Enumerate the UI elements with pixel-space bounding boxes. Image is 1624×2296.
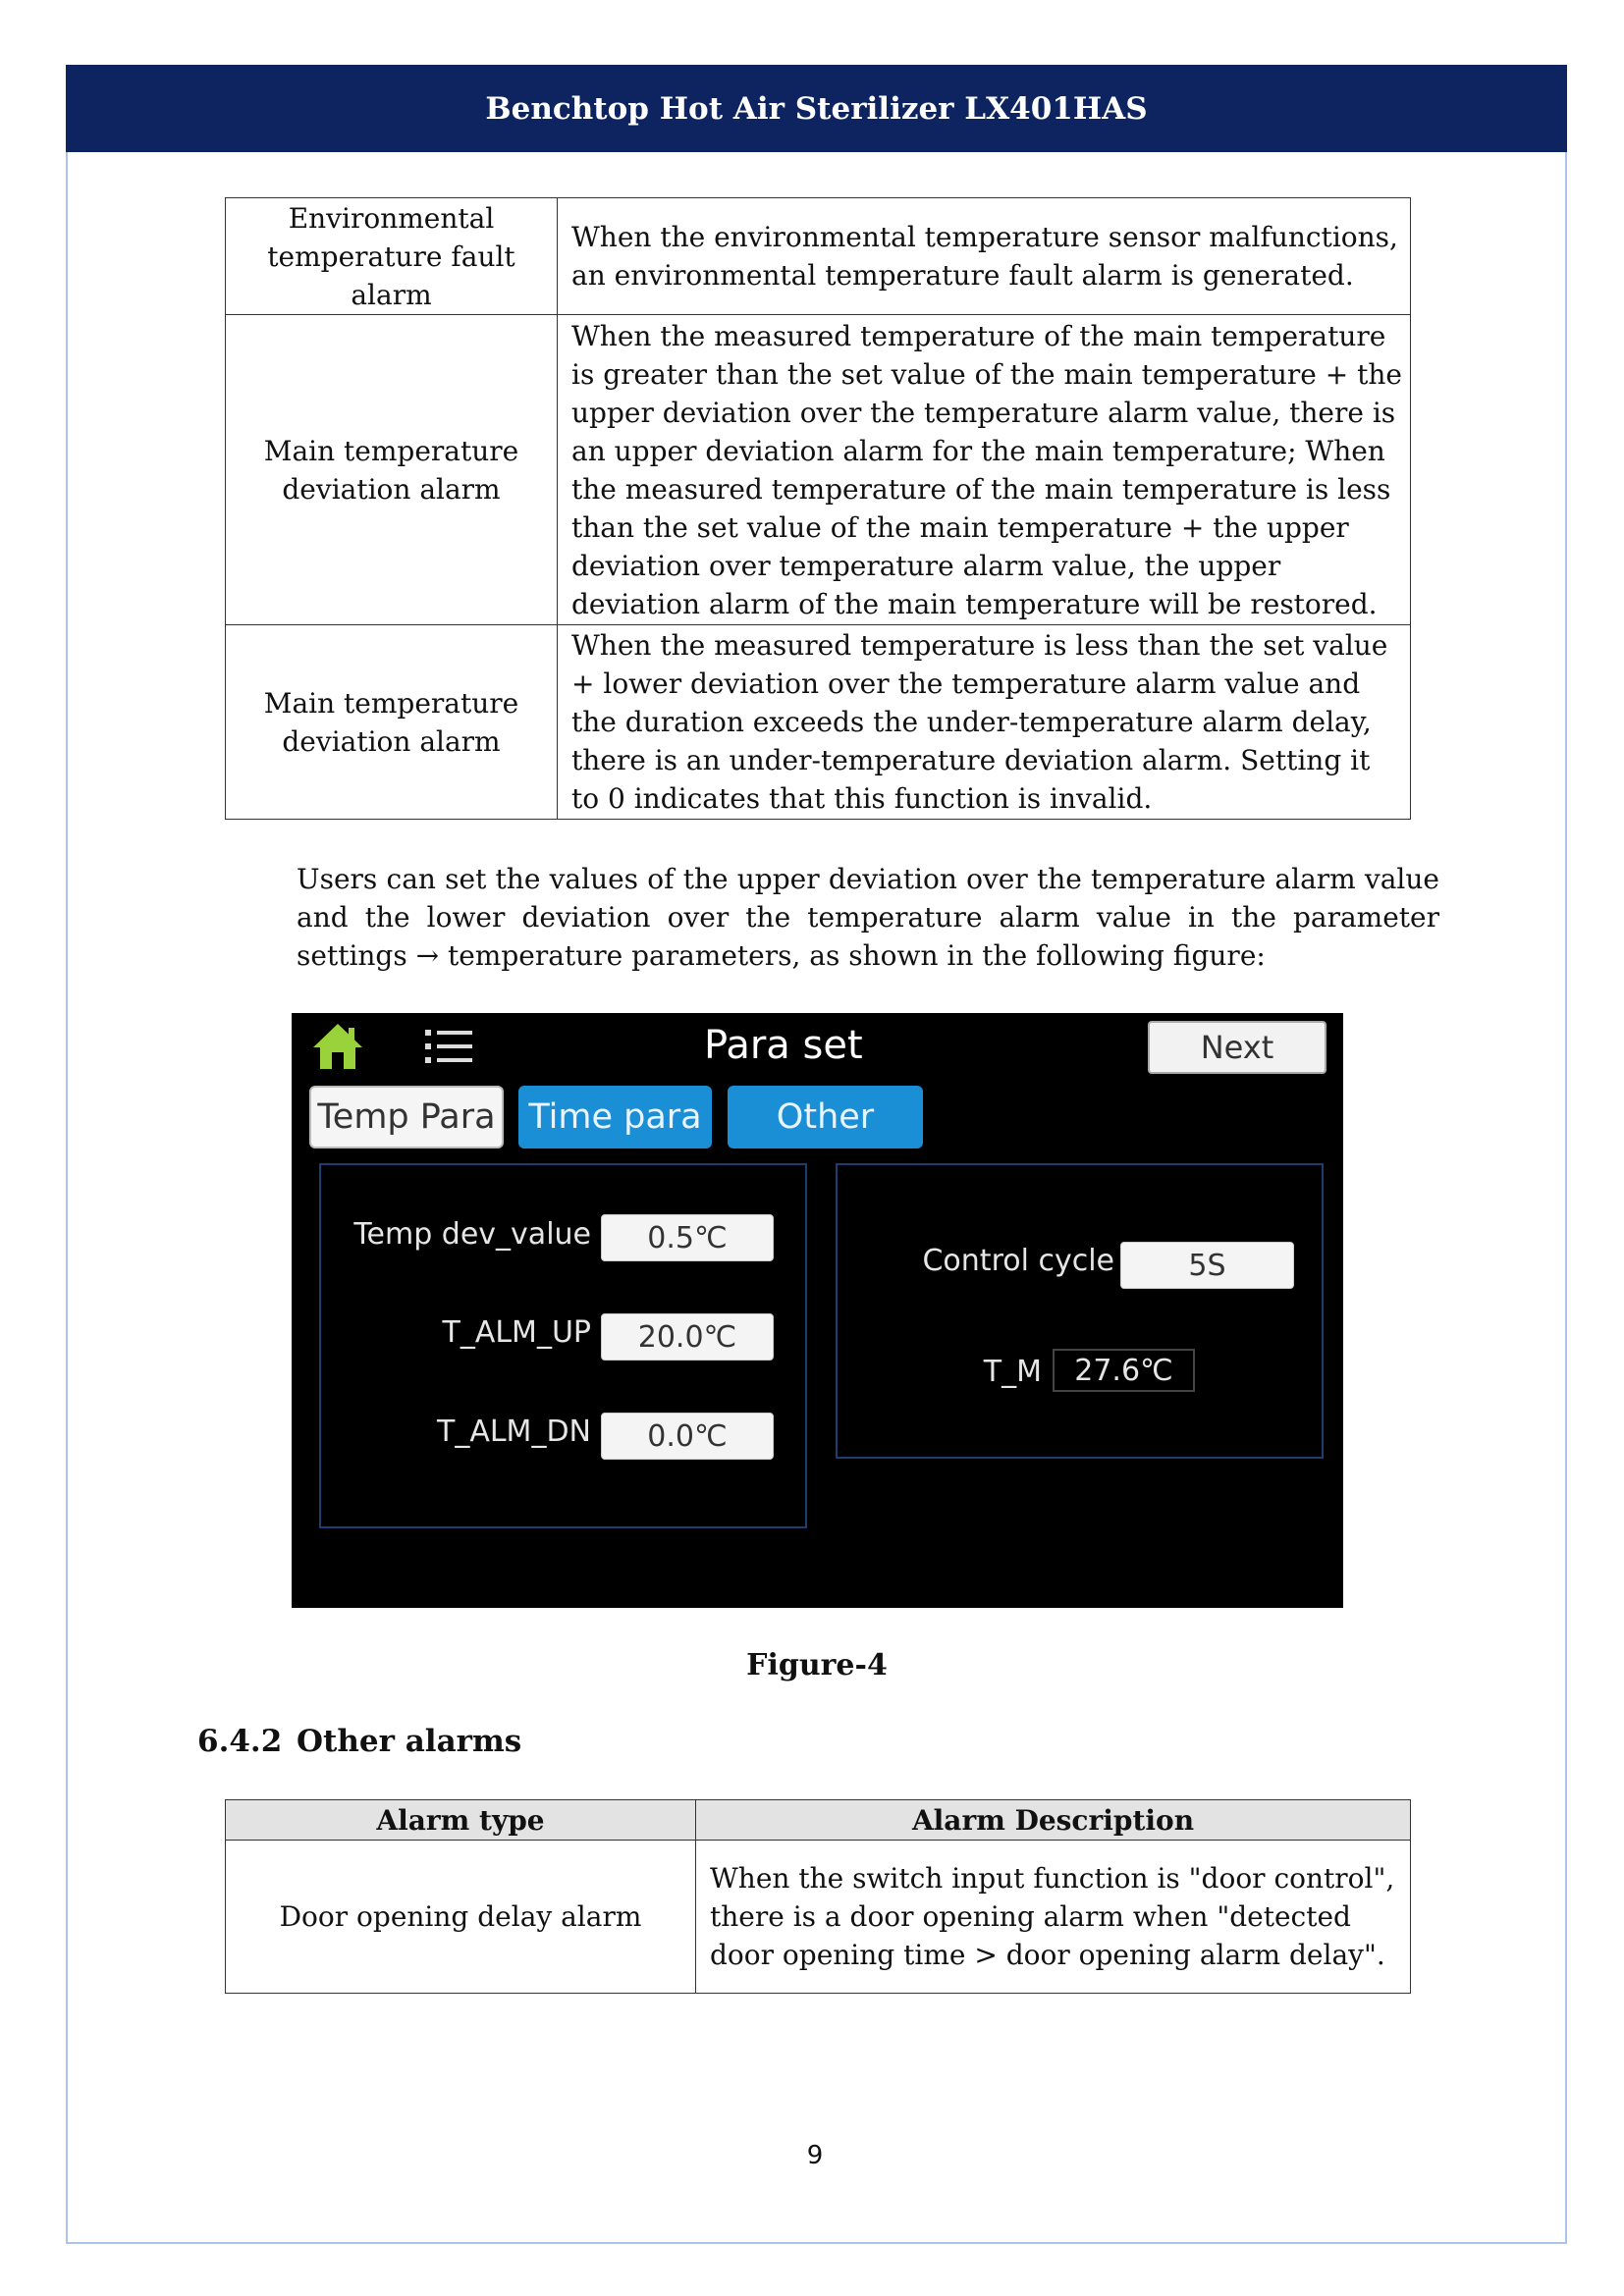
alarm-type-cell: Main temperature deviation alarm — [226, 315, 558, 625]
tm-label: T_M — [983, 1355, 1042, 1389]
control-params-panel — [836, 1163, 1324, 1459]
figure-caption: Figure-4 — [746, 1648, 888, 1682]
table-row — [226, 625, 1411, 820]
control-cycle-field[interactable]: 5S — [1120, 1242, 1294, 1289]
page-number: 9 — [806, 2141, 824, 2170]
alarm-table — [225, 197, 1411, 820]
control-cycle-label: Control cycle — [922, 1244, 1114, 1278]
table-header-row — [226, 1800, 1411, 1841]
screen-title: Para set — [704, 1023, 863, 1068]
document-title: Benchtop Hot Air Sterilizer LX401HAS — [485, 90, 1148, 127]
tm-readout: 27.6℃ — [1053, 1349, 1195, 1392]
temp-dev-field[interactable]: 0.5℃ — [601, 1214, 774, 1261]
alarm-description-cell: When the measured temperature of the main temperature is greater than the set value of the main temperature + the upper deviation over the temperature alarm value, there is an upper deviation alarm for the main temperature; When the measured temperature of the main temperature is less than the set value of the main temperature + the upper deviation over temperature alarm value, the upper deviation alarm of the main temperature will be restored. — [558, 315, 1411, 625]
alm-dn-label: T_ALM_DN — [437, 1415, 591, 1449]
next-button[interactable]: Next — [1148, 1021, 1326, 1074]
alarm-description-cell: When the measured temperature is less than the set value + lower deviation over the temperature alarm value and the duration exceeds the under-temperature alarm delay, there is an under-temperature deviation alarm. Setting it to 0 indicates that this function is invalid. — [558, 625, 1411, 820]
temp-dev-label: Temp dev_value — [353, 1217, 591, 1252]
body-paragraph: Users can set the values of the upper deviation over the temperature alarm value and the lower deviation over the temperature alarm value in the parameter settings → temperature parameters, as shown in the following figure: — [297, 863, 1439, 972]
other-alarms-table — [225, 1799, 1411, 1994]
section-title: Other alarms — [297, 1724, 522, 1759]
alarm-type-cell: Main temperature deviation alarm — [226, 625, 558, 820]
document-header — [66, 65, 1567, 152]
table-row — [226, 198, 1411, 315]
para-set-screenshot — [292, 1013, 1343, 1608]
alarm-description-cell: When the switch input function is "door control", there is a door opening alarm when "detected door opening time > door opening alarm delay". — [696, 1841, 1411, 1994]
section-heading — [197, 1724, 521, 1759]
column-header: Alarm type — [226, 1800, 696, 1841]
tab-time-para[interactable]: Time para — [518, 1086, 712, 1148]
alarm-description-cell: When the environmental temperature sensor malfunctions, an environmental temperature fault alarm is generated. — [558, 198, 1411, 315]
alarm-type-cell: Door opening delay alarm — [226, 1841, 696, 1994]
tab-other[interactable]: Other — [728, 1086, 923, 1148]
home-icon[interactable] — [311, 1021, 364, 1072]
tab-temp-para[interactable]: Temp Para — [309, 1086, 504, 1148]
column-header: Alarm Description — [696, 1800, 1411, 1841]
alm-up-field[interactable]: 20.0℃ — [601, 1313, 774, 1361]
alarm-type-cell: Environmental temperature fault alarm — [226, 198, 558, 315]
alm-dn-field[interactable]: 0.0℃ — [601, 1413, 774, 1460]
table-row — [226, 1841, 1411, 1994]
section-number: 6.4.2 — [197, 1724, 283, 1759]
table-row — [226, 315, 1411, 625]
menu-list-icon[interactable] — [423, 1027, 474, 1066]
alm-up-label: T_ALM_UP — [442, 1315, 591, 1350]
